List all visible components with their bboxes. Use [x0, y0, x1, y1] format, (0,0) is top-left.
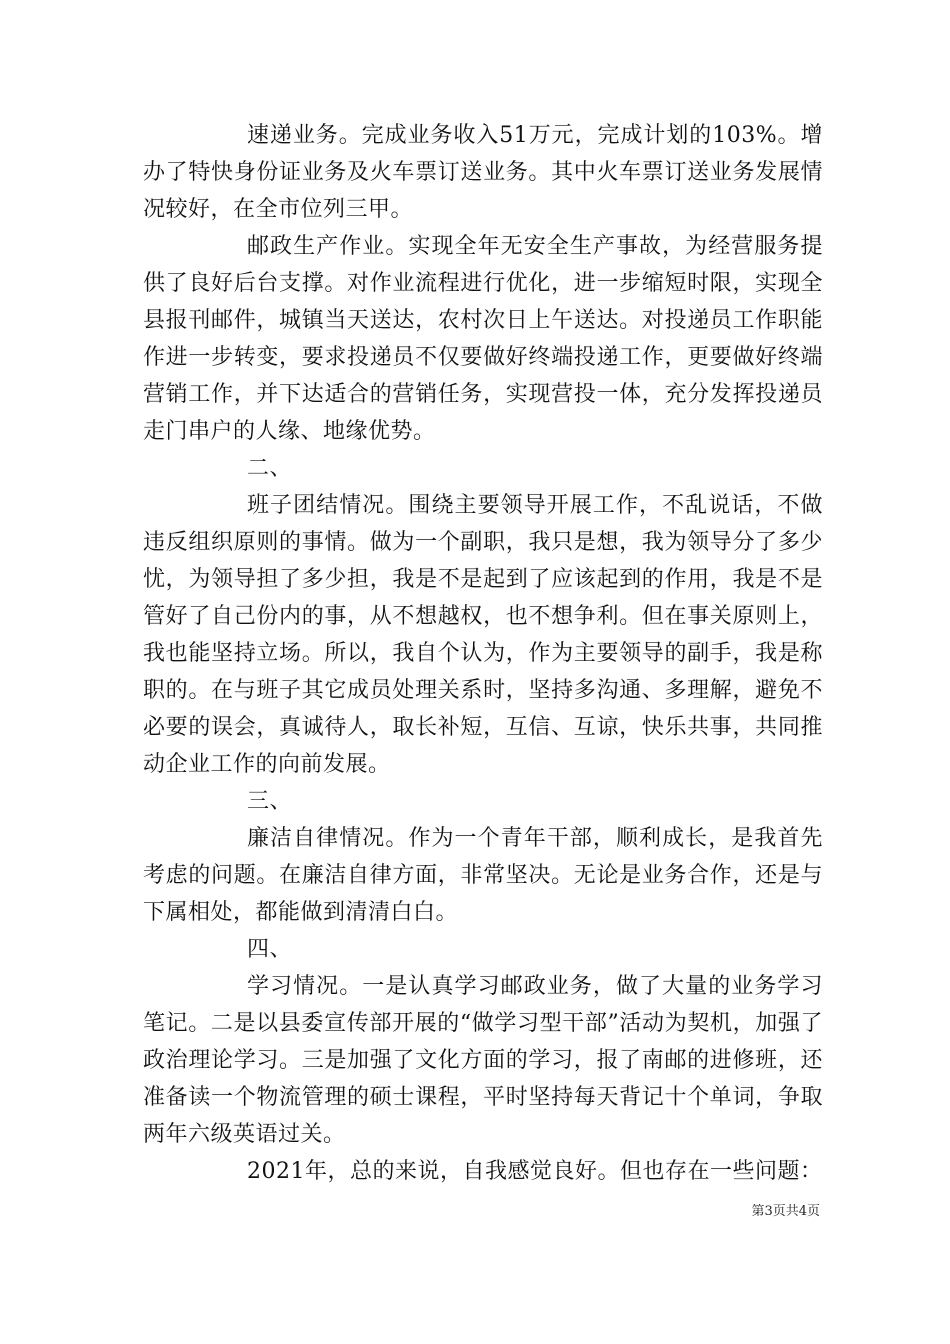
section-heading-four: 四、: [247, 937, 293, 962]
page-number-footer: 第3页共4页: [751, 1204, 820, 1219]
section-heading-two: 二、: [247, 456, 293, 481]
paragraph-express-business: 速递业务。完成业务收入51万元，完成计划的103%。增办了特快身份证业务及火车票订送业务。其中火车票订送业务发展情况较好，在全市位列三甲。: [143, 123, 823, 222]
paragraph-summary: 2021年，总的来说，自我感觉良好。但也存在一些问题：: [247, 1159, 823, 1184]
paragraph-study: 学习情况。一是认真学习邮政业务，做了大量的业务学习笔记。二是以县委宣传部开展的“做学习型干部”活动为契机，加强了政治理论学习。三是加强了文化方面的学习，报了南邮的进修班，还准备读一个物流管理的硕士课程，平时坚持每天背记十个单词，争取两年六级英语过关。: [143, 974, 823, 1147]
paragraph-integrity: 廉洁自律情况。作为一个青年干部，顺利成长，是我首先考虑的问题。在廉洁自律方面，非常坚决。无论是业务合作，还是与下属相处，都能做到清清白白。: [143, 826, 823, 925]
paragraph-team-unity: 班子团结情况。围绕主要领导开展工作，不乱说话，不做违反组织原则的事情。做为一个副职，我只是想，我为领导分了多少忧，为领导担了多少担，我是不是起到了应该起到的作用，我是不是管好了自己份内的事，从不想越权，也不想争利。但在事关原则上，我也能坚持立场。所以，我自个认为，作为主要领导的副手，我是称职的。在与班子其它成员处理关系时，坚持多沟通、多理解，避免不必要的误会，真诚待人，取长补短，互信、互谅，快乐共事，共同推动企业工作的向前发展。: [143, 493, 823, 777]
section-heading-three: 三、: [247, 789, 293, 814]
document-body: [143, 117, 823, 1190]
paragraph-postal-production: 邮政生产作业。实现全年无安全生产事故，为经营服务提供了良好后台支撑。对作业流程进行优化，进一步缩短时限，实现全县报刊邮件，城镇当天送达，农村次日上午送达。对投递员工作职能作进一步转变，要求投递员不仅要做好终端投递工作，更要做好终端营销工作，并下达适合的营销任务，实现营投一体，充分发挥投递员走门串户的人缘、地缘优势。: [143, 234, 823, 444]
